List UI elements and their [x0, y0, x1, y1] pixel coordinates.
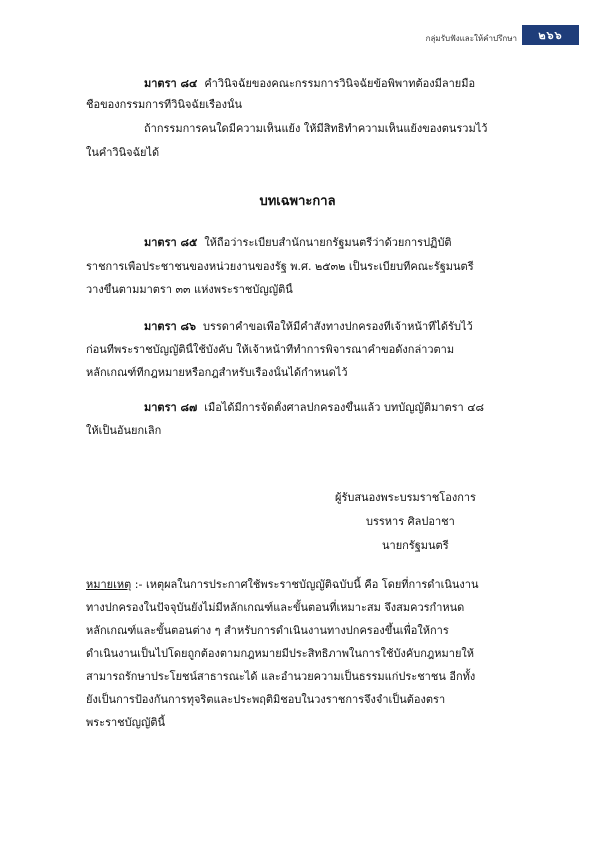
section-85-line-3: วางขึ้นตามมาตรา ๓๓ แห่งพระราชบัญญัตินี้: [86, 283, 293, 296]
remark-label: หมายเหตุ: [86, 578, 132, 591]
section-87-text-1: เมื่อได้มีการจัดตั้งศาลปกครองขึ้นแล้ว บทบัญญัติมาตรา ๔๘: [204, 401, 485, 414]
signature-line-1: ผู้รับสนองพระบรมราชโองการ: [335, 491, 476, 504]
section-86-line-1: [86, 320, 522, 334]
section-84-line-2: ชื่อของกรรมการที่วินิจฉัยเรื่องนั้น: [86, 98, 243, 111]
header-label: กลุ่มรับฟังและให้คำปรึกษา: [425, 34, 517, 43]
page-number-badge: ๒๖๖: [522, 25, 579, 45]
section-84-text-1: คำวินิจฉัยของคณะกรรมการวินิจฉัยข้อพิพาทต้องมีลายมือ: [204, 77, 476, 90]
signature-title: นายกรัฐมนตรี: [382, 539, 449, 552]
section-87-line-1: [86, 401, 522, 415]
signature-name: บรรหาร ศิลปอาชา: [366, 515, 455, 528]
section-85-line-2: ราชการเพื่อประชาชนของหน่วยงานของรัฐ พ.ศ. ๒๕๓๒ เป็นระเบียบที่คณะรัฐมนตรี: [86, 260, 474, 273]
section-87-head: มาตรา ๘๗: [144, 401, 198, 414]
section-84-head: มาตรา ๘๔: [144, 77, 198, 90]
section-86-head: มาตรา ๘๖: [144, 320, 196, 333]
remark-line-5: สามารถรักษาประโยชน์สาธารณะได้ และอำนวยความเป็นธรรมแก่ประชาชน อีกทั้ง: [86, 670, 476, 683]
section-84-line-1: [86, 77, 522, 91]
section-85-line-1: [86, 236, 522, 250]
remark-line-7: พระราชบัญญัตินี้: [86, 716, 166, 729]
remark-line-4: ดำเนินงานเป็นไปโดยถูกต้องตามกฎหมายมีประสิทธิภาพในการใช้บังคับกฎหมายให้: [86, 647, 475, 660]
section-85-head: มาตรา ๘๕: [144, 236, 198, 249]
remark-line-2: ทางปกครองในปัจจุบันยังไม่มีหลักเกณฑ์และขั้นตอนที่เหมาะสม จึงสมควรกำหนด: [86, 601, 465, 614]
remark-line-1: [86, 573, 522, 596]
section-86-line-2: ก่อนที่พระราชบัญญัตินี้ใช้บังคับ ให้เจ้าหน้าที่ทำการพิจารณาคำขอดังกล่าวตาม: [86, 343, 455, 356]
section-85-text-1: ให้ถือว่าระเบียบสำนักนายกรัฐมนตรีว่าด้วยการปฏิบัติ: [204, 236, 452, 249]
remark-line-6: ยังเป็นการป้องกันการทุจริตและประพฤติมิชอบในวงราชการจึงจำเป็นต้องตรา: [86, 693, 446, 706]
section-84-line-3: ถ้ากรรมการคนใดมีความเห็นแย้ง ให้มีสิทธิทำความเห็นแย้งของตนรวมไว้: [144, 122, 488, 135]
chapter-title: บทเฉพาะกาล: [259, 194, 336, 209]
remark-line-3: หลักเกณฑ์และขั้นตอนต่าง ๆ สำหรับการดำเนินงานทางปกครองขึ้นเพื่อให้การ: [86, 624, 449, 637]
section-86-text-1: บรรดาคำขอเพื่อให้มีคำสั่งทางปกครองที่เจ้าหน้าที่ได้รับไว้: [202, 320, 473, 333]
section-84-line-4: ในคำวินิจฉัยได้: [86, 146, 160, 159]
section-86-line-3: หลักเกณฑ์ที่กฎหมายหรือกฎสำหรับเรื่องนั้นได้กำหนดไว้: [86, 366, 348, 379]
section-87-line-2: ให้เป็นอันยกเลิก: [86, 424, 162, 437]
remark-text-1: :- เหตุผลในการประกาศใช้พระราชบัญญัติฉบับนี้ คือ โดยที่การดำเนินงาน: [134, 578, 479, 591]
